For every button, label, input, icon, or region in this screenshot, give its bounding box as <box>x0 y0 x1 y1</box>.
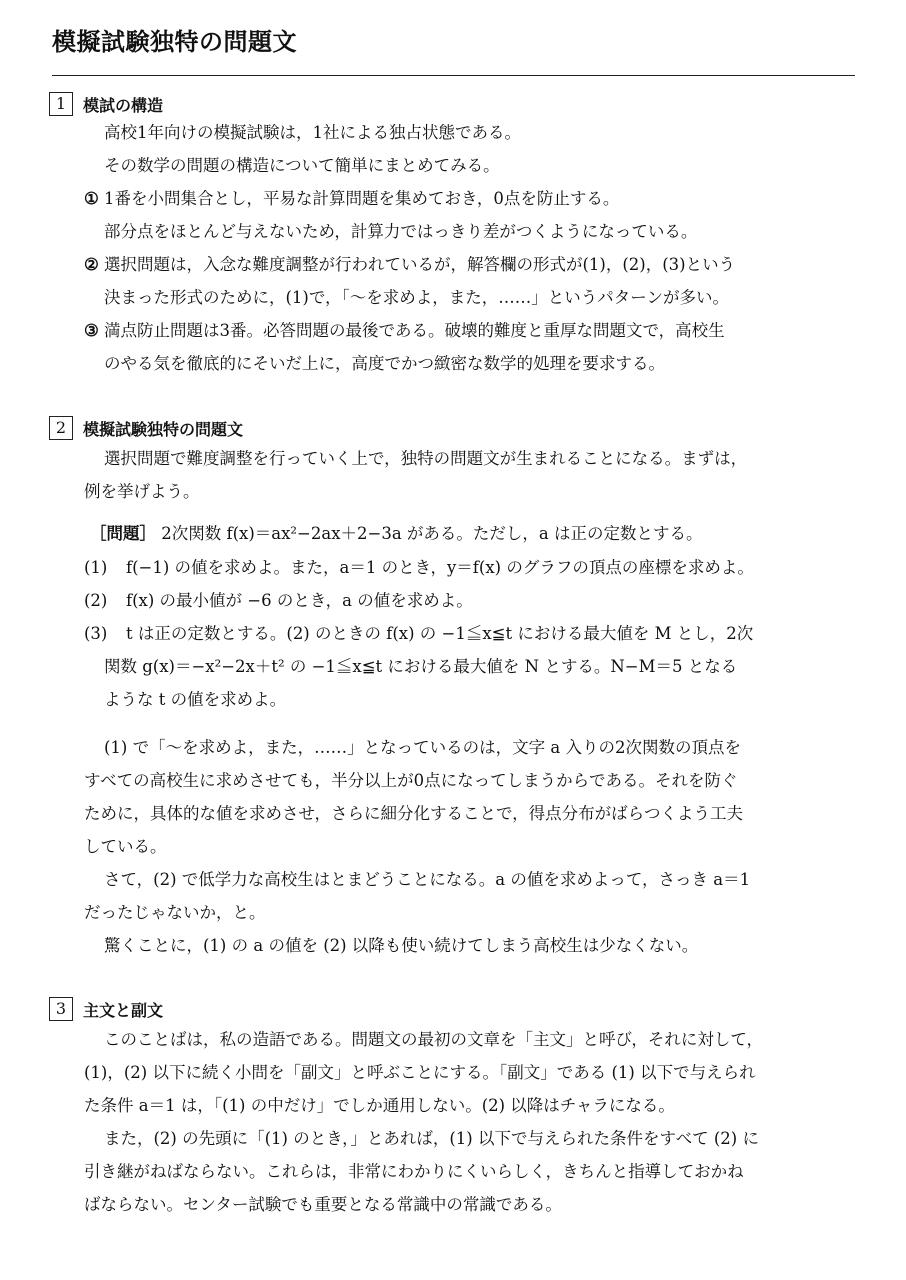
part-text: 関数 g(x)＝−x²−2x＋t² の −1≦x≦t における最大値を N とする。N−M＝5 となる <box>104 657 738 676</box>
paragraph-line: (1) で「〜を求めよ，また，……」となっているのは，文字 a 入りの2次関数の頂点を <box>104 738 741 757</box>
paragraph-line: このことばは，私の造語である。問題文の最初の文章を「主文」と呼び，それに対して， <box>104 1030 764 1049</box>
part-text: t は正の定数とする。(2) のときの f(x) の −1≦x≦t における最大値を M とし，2次 <box>126 624 754 643</box>
problem-part <box>84 590 473 612</box>
paragraph-line: 引き継がねばならない。これらは，非常にわかりにくいらしく，きちんと指導しておかね <box>84 1162 744 1181</box>
item-text: 決まった形式のために，(1)で，「〜を求めよ，また，……」というパターンが多い。 <box>104 288 729 307</box>
paragraph-line: だったじゃないか，と。 <box>84 903 266 922</box>
page-title: 模擬試験独特の問題文 <box>52 28 297 56</box>
problem-part <box>84 623 753 645</box>
section-number: 2 <box>49 416 73 440</box>
part-number: (2) <box>84 591 108 610</box>
section-title: 主文と副文 <box>83 1000 164 1020</box>
item-text: 満点防止問題は3番。必答問題の最後である。破壊的難度と重厚な問題文で，高校生 <box>104 321 725 340</box>
part-number: (1) <box>84 558 108 577</box>
item-text: のやる気を徹底的にそいだ上に，高度でかつ緻密な数学的処理を要求する。 <box>104 354 665 373</box>
paragraph-line: た条件 a＝1 は，「(1) の中だけ」でしか通用しない。(2) 以降はチャラになる。 <box>84 1096 675 1115</box>
part-text: f(−1) の値を求めよ。また，a＝1 のとき，y＝f(x) のグラフの頂点の座標を求めよ。 <box>126 558 754 577</box>
item-text: 部分点をほとんど与えないため，計算力ではっきり差がつくようになっている。 <box>104 222 698 241</box>
paragraph-line: している。 <box>84 837 167 856</box>
section-title: 模擬試験独特の問題文 <box>83 419 244 439</box>
list-item <box>84 320 725 342</box>
problem-stem <box>90 523 703 545</box>
paragraph-line: ために，具体的な値を求めさせ，さらに細分化することで，得点分布がばらつくよう工夫 <box>84 804 744 823</box>
section-3-heading <box>49 996 163 1022</box>
part-number: (3) <box>84 624 108 643</box>
problem-stem-text: 2次関数 f(x)＝ax²−2ax＋2−3a がある。ただし，a は正の定数とする。 <box>161 524 703 543</box>
item-text: 1番を小問集合とし，平易な計算問題を集めておき，0点を防止する。 <box>104 189 620 208</box>
section-number: 1 <box>49 92 73 116</box>
item-marker: ① <box>84 189 99 208</box>
section-1-heading <box>49 91 163 117</box>
part-text: ような t の値を求めよ。 <box>104 690 287 709</box>
list-item <box>84 254 735 276</box>
paragraph-line: また，(2) の先頭に「(1) のとき，」とあれば，(1) 以下で与えられた条件をすべて (2) に <box>104 1129 759 1148</box>
paragraph-line: その数学の問題の構造について簡単にまとめてみる。 <box>104 156 500 175</box>
paragraph-line: 驚くことに，(1) の a の値を (2) 以降も使い続けてしまう高校生は少なくない。 <box>104 936 699 955</box>
paragraph-line: ばならない。センター試験でも重要となる常識中の常識である。 <box>84 1195 562 1214</box>
item-marker: ③ <box>84 321 99 340</box>
part-text: f(x) の最小値が −6 のとき，a の値を求めよ。 <box>126 591 473 610</box>
list-item <box>84 188 619 210</box>
section-title: 模試の構造 <box>83 95 164 115</box>
problem-part <box>84 557 754 579</box>
item-marker: ② <box>84 255 99 274</box>
paragraph-line: すべての高校生に求めさせても，半分以上が0点になってしまうからである。それを防ぐ <box>84 771 738 790</box>
problem-tag: ［問題］ <box>90 524 156 543</box>
section-2-heading <box>49 415 243 441</box>
paragraph-line: 選択問題で難度調整を行っていく上で，独特の問題文が生まれることになる。まずは， <box>104 449 748 468</box>
section-number: 3 <box>49 997 73 1021</box>
paragraph-line: 高校1年向けの模擬試験は，1社による独占状態である。 <box>104 123 521 142</box>
title-divider <box>52 75 855 76</box>
paragraph-line: さて，(2) で低学力な高校生はとまどうことになる。a の値を求めよって，さっき a＝1 <box>104 870 751 889</box>
item-text: 選択問題は，入念な難度調整が行われているが，解答欄の形式が(1)，(2)，(3)という <box>104 255 736 274</box>
paragraph-line: (1)，(2) 以下に続く小問を「副文」と呼ぶことにする。「副文」である (1) 以下で与えられ <box>84 1063 756 1082</box>
paragraph-line: 例を挙げよう。 <box>84 482 200 501</box>
